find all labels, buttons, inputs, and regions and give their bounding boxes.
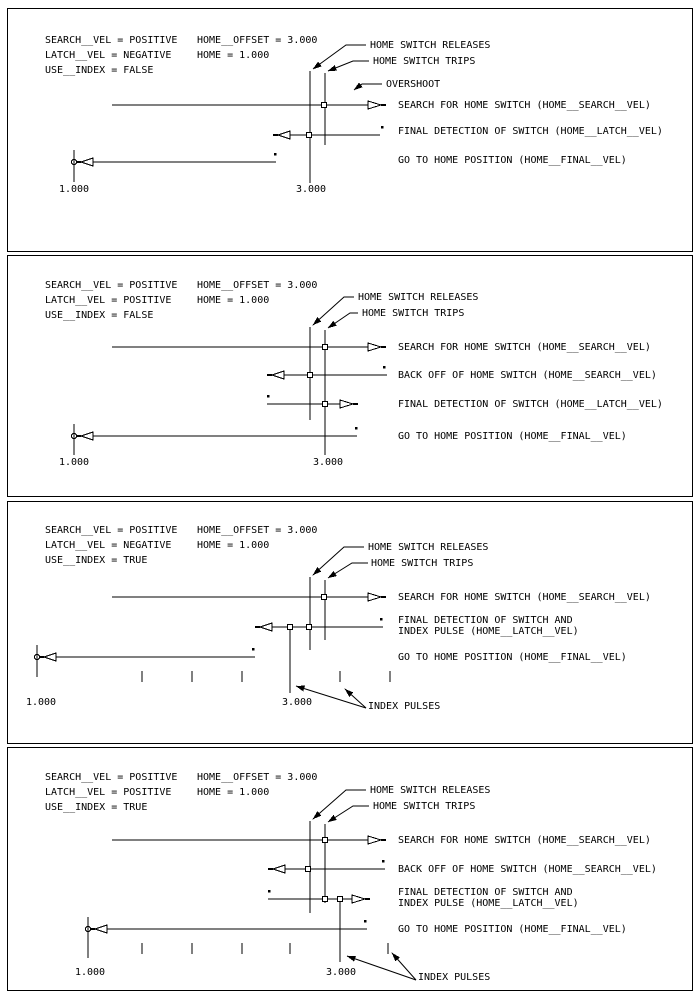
p4-callout-releases: HOME SWITCH RELEASES: [370, 785, 491, 796]
p2-step-search: SEARCH FOR HOME SWITCH (HOME__SEARCH__VEL): [398, 342, 651, 353]
p1-step-final: FINAL DETECTION OF SWITCH (HOME__LATCH__VEL): [398, 126, 663, 137]
p1-leader-trips: [328, 61, 369, 71]
p1-step-gohome: GO TO HOME POSITION (HOME__FINAL__VEL): [398, 155, 627, 166]
p1-step-search: SEARCH FOR HOME SWITCH (HOME__SEARCH__VEL): [398, 100, 651, 111]
p1-leader-overshoot: [354, 84, 382, 90]
p4-callout-trips: HOME SWITCH TRIPS: [373, 801, 476, 812]
p2-step-backoff: BACK OFF OF HOME SWITCH (HOME__SEARCH__VEL): [398, 370, 657, 381]
p2-axis-home-value: 1.000: [58, 457, 90, 468]
p2-param-home-offset: HOME__OFFSET = 3.000: [197, 280, 318, 291]
panel-3-linework: [34, 547, 390, 708]
p2-param-use-index: USE__INDEX = FALSE: [45, 310, 154, 321]
p2-axis-offset-value: 3.000: [312, 457, 344, 468]
p4-param-search-vel: SEARCH__VEL = POSITIVE: [45, 772, 178, 783]
p1-callout-overshoot: OVERSHOOT: [386, 79, 441, 90]
p4-step-final-line2: INDEX PULSE (HOME__LATCH__VEL): [398, 898, 579, 909]
p2-callout-trips: HOME SWITCH TRIPS: [362, 308, 465, 319]
p3-param-use-index: USE__INDEX = TRUE: [45, 555, 148, 566]
p1-param-search-vel: SEARCH__VEL = POSITIVE: [45, 35, 178, 46]
p4-step-final-line1: FINAL DETECTION OF SWITCH AND: [398, 887, 573, 898]
panel-4-linework: [85, 790, 416, 980]
p1-axis-offset-value: 3.000: [295, 184, 327, 195]
p3-step-search: SEARCH FOR HOME SWITCH (HOME__SEARCH__VEL): [398, 592, 651, 603]
p2-callout-releases: HOME SWITCH RELEASES: [358, 292, 479, 303]
p1-param-home-offset: HOME__OFFSET = 3.000: [197, 35, 318, 46]
p3-index-ticks: [142, 671, 390, 682]
p2-step-final: FINAL DETECTION OF SWITCH (HOME__LATCH__VEL): [398, 399, 663, 410]
p1-axis-home-value: 1.000: [58, 184, 90, 195]
p4-param-use-index: USE__INDEX = TRUE: [45, 802, 148, 813]
p3-callout-releases: HOME SWITCH RELEASES: [368, 542, 489, 553]
p4-param-home-offset: HOME__OFFSET = 3.000: [197, 772, 318, 783]
p4-step-gohome: GO TO HOME POSITION (HOME__FINAL__VEL): [398, 924, 627, 935]
p4-param-home: HOME = 1.000: [197, 787, 270, 798]
p1-callout-trips: HOME SWITCH TRIPS: [373, 56, 476, 67]
p3-axis-home-value: 1.000: [25, 697, 57, 708]
p3-leader-releases: [313, 547, 364, 575]
p1-callout-releases: HOME SWITCH RELEASES: [370, 40, 491, 51]
p4-index-pulses-label: INDEX PULSES: [418, 972, 491, 983]
p4-leader-trips: [328, 806, 369, 822]
p3-index-pulses-label: INDEX PULSES: [368, 701, 441, 712]
p2-param-latch-vel: LATCH__VEL = POSITIVE: [45, 295, 172, 306]
p3-step-final-line2: INDEX PULSE (HOME__LATCH__VEL): [398, 626, 579, 637]
p2-param-home: HOME = 1.000: [197, 295, 270, 306]
p3-param-home: HOME = 1.000: [197, 540, 270, 551]
p2-step-gohome: GO TO HOME POSITION (HOME__FINAL__VEL): [398, 431, 627, 442]
p4-step-backoff: BACK OFF OF HOME SWITCH (HOME__SEARCH__VEL): [398, 864, 657, 875]
p3-axis-offset-value: 3.000: [281, 697, 313, 708]
p3-step-gohome: GO TO HOME POSITION (HOME__FINAL__VEL): [398, 652, 627, 663]
p3-callout-trips: HOME SWITCH TRIPS: [371, 558, 474, 569]
p1-leader-releases: [313, 45, 366, 69]
p3-param-search-vel: SEARCH__VEL = POSITIVE: [45, 525, 178, 536]
p4-step-search: SEARCH FOR HOME SWITCH (HOME__SEARCH__VEL): [398, 835, 651, 846]
p4-axis-home-value: 1.000: [74, 967, 106, 978]
p4-param-latch-vel: LATCH__VEL = POSITIVE: [45, 787, 172, 798]
p4-axis-offset-value: 3.000: [325, 967, 357, 978]
p2-param-search-vel: SEARCH__VEL = POSITIVE: [45, 280, 178, 291]
p2-leader-trips: [328, 313, 358, 328]
p3-leader-trips: [328, 563, 368, 578]
p4-index-ticks: [142, 943, 388, 954]
p3-step-final-line1: FINAL DETECTION OF SWITCH AND: [398, 615, 573, 626]
p2-leader-releases: [313, 297, 354, 325]
p1-param-use-index: USE__INDEX = FALSE: [45, 65, 154, 76]
p3-param-home-offset: HOME__OFFSET = 3.000: [197, 525, 318, 536]
p1-param-home: HOME = 1.000: [197, 50, 270, 61]
p3-param-latch-vel: LATCH__VEL = NEGATIVE: [45, 540, 172, 551]
p1-param-latch-vel: LATCH__VEL = NEGATIVE: [45, 50, 172, 61]
